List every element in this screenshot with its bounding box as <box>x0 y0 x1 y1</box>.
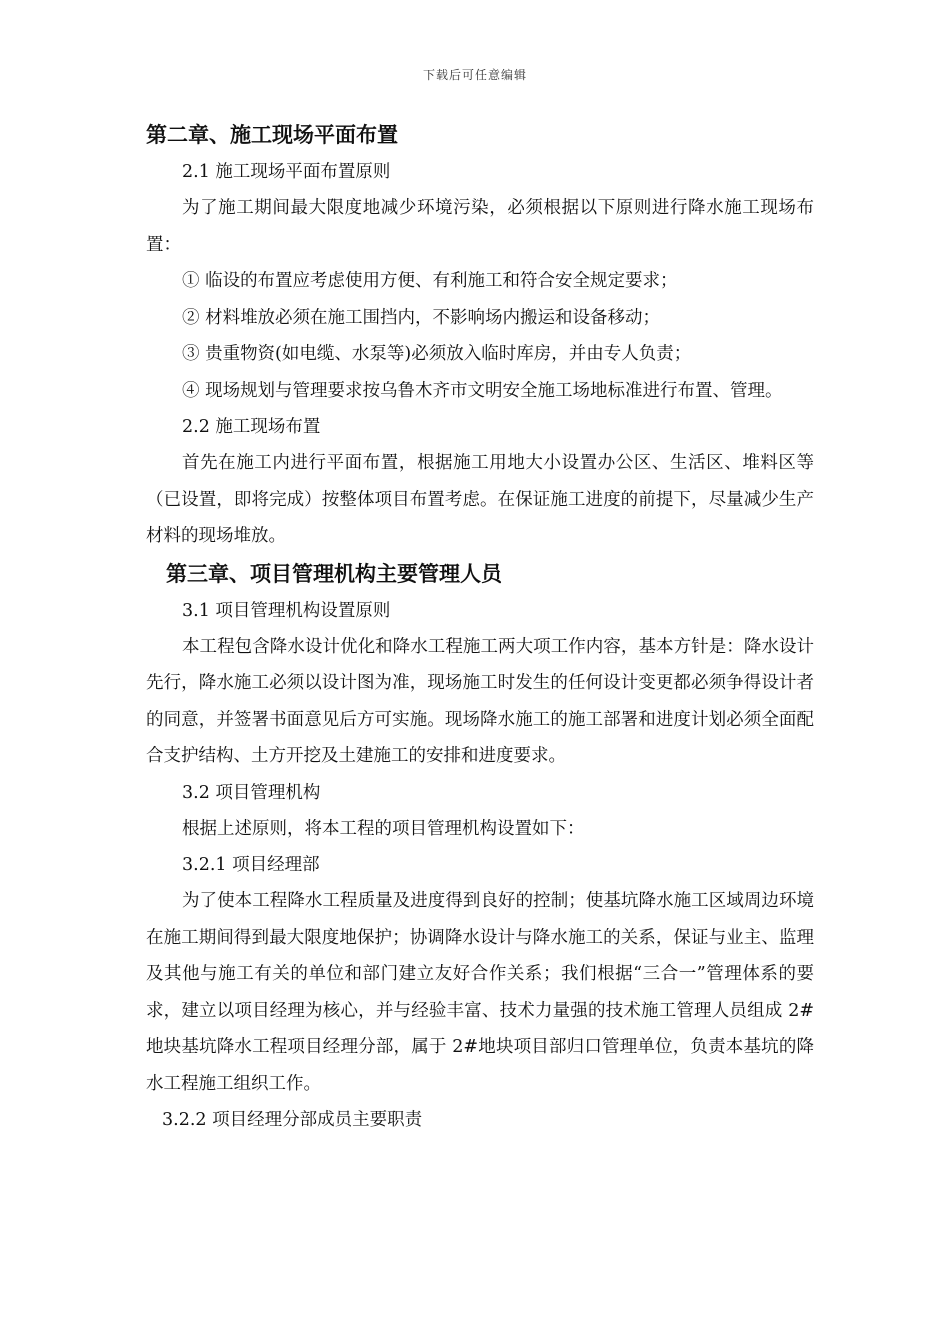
section-heading: 3.2 项目管理机构 <box>182 782 321 803</box>
section-heading: 3.2.1 项目经理部 <box>182 855 320 875</box>
section-heading: 2.2 施工现场布置 <box>182 417 321 437</box>
chapter-heading: 第二章、施工现场平面布置 <box>146 122 398 147</box>
section-heading: 3.1 项目管理机构设置原则 <box>182 600 391 621</box>
paragraph: 本工程包含降水设计优化和降水工程施工两大项工作内容，基本方针是：降水设计先行，降水施工必须以设计图为准，现场施工时发生的任何设计变更都必须争得设计者的同意，并签署书面意见后方可实施。现场降水施工的施工部署和进度计划必须全面配合支护结构、土方开挖及土建施工的安排和进度要求。 <box>146 636 814 766</box>
header-note: 下载后可任意编辑 <box>422 68 527 82</box>
list-item: ② 材料堆放必须在施工围挡内，不影响场内搬运和设备移动； <box>182 307 661 328</box>
document-body <box>146 116 814 1138</box>
paragraph: 为了施工期间最大限度地减少环境污染，必须根据以下原则进行降水施工现场布置： <box>146 198 814 255</box>
paragraph: 首先在施工内进行平面布置，根据施工用地大小设置办公区、生活区、堆料区等（已设置，即将完成）按整体项目布置考虑。在保证施工进度的前提下，尽量减少生产材料的现场堆放。 <box>146 453 814 546</box>
section-heading: 2.1 施工现场平面布置原则 <box>182 162 391 182</box>
paragraph: 根据上述原则，将本工程的项目管理机构设置如下： <box>182 818 585 839</box>
list-item: ① 临设的布置应考虑使用方便、有利施工和符合安全规定要求； <box>182 271 678 291</box>
paragraph: 为了使本工程降水工程质量及进度得到良好的控制；使基坑降水施工区域周边环境在施工期间得到最大限度地保护；协调降水设计与降水施工的关系，保证与业主、监理及其他与施工有关的单位和部门建立友好合作关系；我们根据“三合一”管理体系的要求，建立以项目经理为核心，并与经验丰富、技术力量强的技术施工管理人员组成 2#地块基坑降水工程项目经理分部，属于 2#地块项目部归口管理单位，负责本基坑的降水工程施工组织工作。 <box>146 891 814 1094</box>
section-heading: 3.2.2 项目经理分部成员主要职责 <box>162 1110 423 1130</box>
list-item: ③ 贵重物资(如电缆、水泵等)必须放入临时库房，并由专人负责； <box>182 344 692 364</box>
chapter-heading: 第三章、项目管理机构主要管理人员 <box>166 560 502 586</box>
list-item: ④ 现场规划与管理要求按乌鲁木齐市文明安全施工场地标准进行布置、管理。 <box>182 380 783 401</box>
